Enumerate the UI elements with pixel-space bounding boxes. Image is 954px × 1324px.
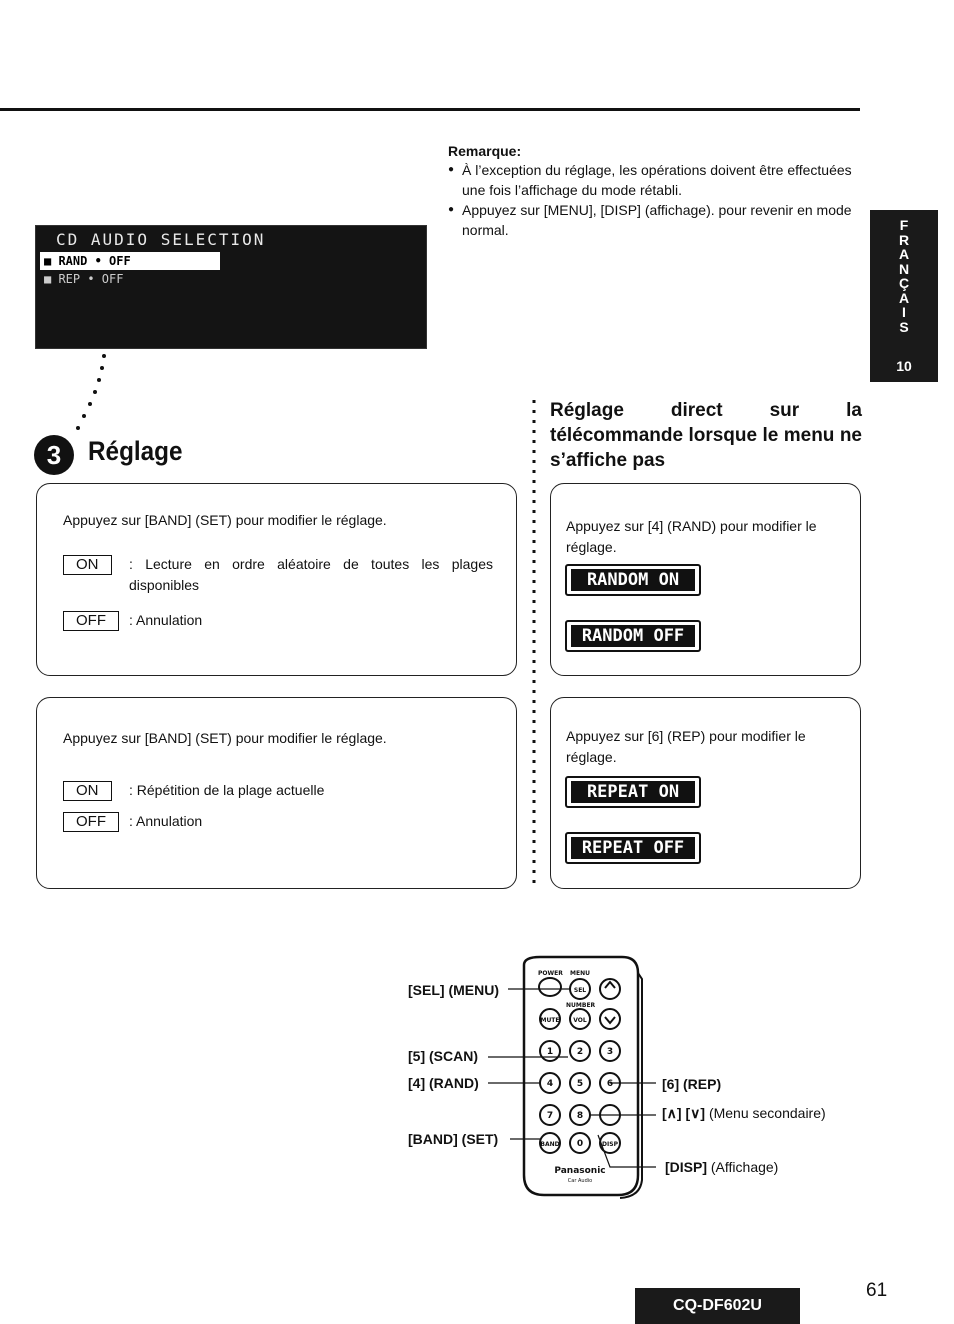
lcd-line-rep: ■ REP • OFF [44, 272, 124, 286]
column-divider [530, 400, 538, 890]
mute-button-label: MUTE [540, 1017, 560, 1024]
remote-rep-intro: Appuyez sur [6] (REP) pour modifier le réglage. [566, 728, 806, 765]
disp-button-label: DISP [602, 1141, 618, 1148]
remote-power-label: POWER [538, 970, 563, 977]
random-on-text: RANDOM ON [571, 569, 695, 591]
section-number-badge: 3 [34, 435, 74, 475]
button-0-label: 0 [576, 1139, 584, 1149]
vol-knob-label: VOL [573, 1017, 587, 1024]
on-key-label: ON [63, 781, 112, 801]
remote-rand-intro: Appuyez sur [4] (RAND) pour modifier le réglage. [566, 518, 817, 555]
label-disp-key: [DISP] [665, 1159, 707, 1175]
label-disp [665, 1159, 778, 1175]
button-1-label: 1 [546, 1047, 554, 1057]
rep-setting-box [36, 697, 517, 889]
random-off-display [565, 620, 701, 652]
lcd-line-rand: ■ RAND • OFF [40, 252, 220, 270]
button-5-label: 5 [576, 1079, 584, 1089]
off-key-label: OFF [63, 611, 119, 631]
remark-list [448, 160, 858, 240]
rep-off-text: : Annulation [129, 813, 203, 829]
lcd-line-title: CD AUDIO SELECTION [56, 230, 266, 249]
rep-on-text: : Répétition de la plage actuelle [129, 782, 325, 798]
band-button-label: BAND [540, 1141, 560, 1148]
random-on-display [565, 564, 701, 596]
random-off-text: RANDOM OFF [571, 625, 695, 647]
page-number: 61 [866, 1280, 888, 1301]
rand-intro: Appuyez sur [BAND] (SET) pour modifier le réglage. [63, 512, 387, 528]
language-letters: F R A N Ç A I S [898, 217, 910, 335]
section-title: Réglage [88, 436, 183, 466]
repeat-off-display [565, 832, 701, 864]
repeat-off-text: REPEAT OFF [571, 837, 695, 859]
remote-brand: Panasonic [554, 1166, 606, 1176]
off-key-label: OFF [63, 812, 119, 832]
label-rand: [4] (RAND) [408, 1075, 479, 1091]
language-tab [870, 210, 938, 382]
remark-title: Remarque: [448, 143, 522, 159]
remote-leader-lines [480, 975, 670, 1175]
label-disp-text: (Affichage) [710, 1159, 779, 1175]
model-badge: CQ-DF602U [635, 1288, 800, 1324]
button-3-label: 3 [606, 1047, 614, 1057]
sel-button-label: SEL [573, 987, 587, 994]
lcd-display [35, 225, 427, 349]
remote-subheading: Réglage direct sur la télécommande lorsque le menu ne s’affiche pas [550, 400, 862, 471]
remote-brand-sub: Car Audio [567, 1178, 593, 1184]
label-arrows-key: [∧] [∨] [662, 1105, 706, 1121]
rand-off-text: : Annulation [129, 612, 203, 628]
button-2-label: 2 [576, 1047, 584, 1057]
rep-intro: Appuyez sur [BAND] (SET) pour modifier le réglage. [63, 730, 387, 746]
label-arrows-text: (Menu secondaire) [708, 1105, 826, 1121]
button-6-label: 6 [606, 1079, 614, 1089]
on-key-label: ON [63, 555, 112, 575]
remark-item: ● À l’exception du réglage, les opérations doivent être effectuées une fois l’affichage du mode rétabli. [448, 160, 858, 200]
label-sel-menu: [SEL] (MENU) [408, 982, 499, 998]
remote-menu-label: MENU [570, 970, 590, 977]
button-4-label: 4 [546, 1079, 554, 1089]
repeat-on-text: REPEAT ON [571, 781, 695, 803]
button-7-label: 7 [546, 1111, 554, 1121]
remote-rand-box [550, 483, 861, 676]
button-8-label: 8 [576, 1111, 584, 1121]
remark-item: ● Appuyez sur [MENU], [DISP] (affichage). pour revenir en mode normal. [448, 200, 858, 240]
repeat-on-display [565, 776, 701, 808]
dotted-connector [60, 350, 120, 440]
label-arrows [662, 1105, 826, 1122]
remote-rep-box [550, 697, 861, 889]
rand-setting-box [36, 483, 517, 676]
chapter-number: 10 [896, 358, 912, 374]
rand-on-text: : Lecture en ordre aléatoire de toutes les plages disponibles [129, 556, 493, 593]
label-rep: [6] (REP) [662, 1076, 722, 1092]
label-scan: [5] (SCAN) [408, 1048, 478, 1064]
top-rule [0, 108, 860, 111]
remote-number-label: NUMBER [566, 1002, 596, 1009]
label-band-set: [BAND] (SET) [408, 1131, 499, 1147]
